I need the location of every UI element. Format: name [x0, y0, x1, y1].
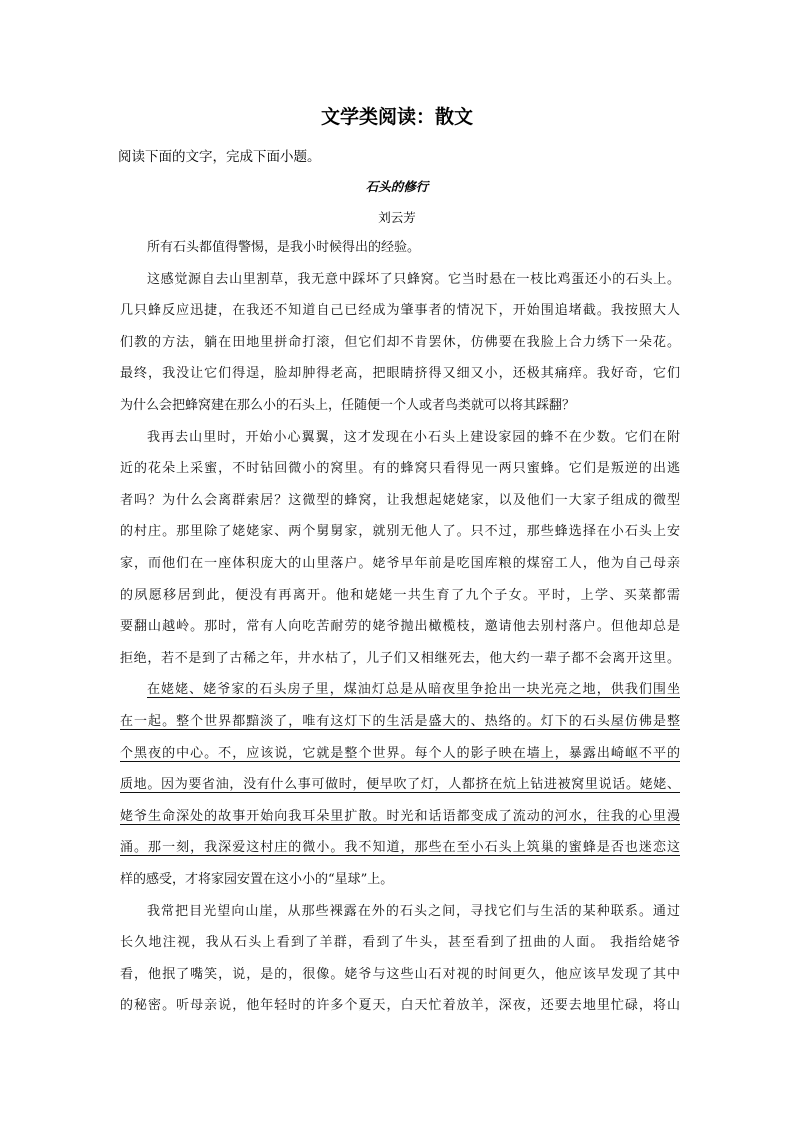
text-line [147, 428, 680, 448]
text-line [120, 838, 680, 858]
article-title: 石头的修行 [365, 179, 429, 194]
text-line [120, 333, 680, 353]
underlined-text: 在一起。整个世界都黯淡了，唯有这灯下的生活是盛大的、热络的。灯下的石头屋仿佛是整 [120, 714, 680, 729]
line-text: 为什么会把蜂窝建在那么小的石头上，任随便一个人或者鸟类就可以将其踩翻？ [120, 398, 576, 413]
underlined-text: 姥爷生命深处的故事开始向我耳朵里扩散。时光和话语都变成了流动的河水，往我的心里漫 [120, 808, 680, 824]
text-line [120, 364, 680, 384]
line-text: 要翻山越岭。那时，常有人向吃苦耐劳的姥爷抛出橄榄枝，邀请他去别村落户。但他却总是 [120, 619, 680, 635]
line-text: 的夙愿移居到此，便没有再离开。他和姥姥一共生育了九个子女。平时，上学、买菜都需 [120, 587, 680, 603]
underlined-text: 个黑夜的中心。不，应该说，它就是整个世界。每个人的影子映在墙上，暴露出崎岖不平的 [120, 745, 680, 761]
text-line [120, 712, 680, 732]
text-line [120, 617, 680, 637]
line-text: 拒绝，若不是到了古稀之年，井水枯了，儿子们又相继死去，他大约一辈子都不会离开这里。 [120, 650, 680, 666]
text-line [120, 459, 680, 479]
underlined-text: 在姥姥、姥爷家的石头房子里，煤油灯总是从暗夜里争抢出一块光亮之地，供我们围坐 [147, 682, 680, 698]
text-line [120, 996, 680, 1016]
line-text: 近的花朵上采蜜，不时钻回微小的窝里。有的蜂窝只看得见一两只蜜蜂。它们是叛逆的出逃 [120, 461, 680, 477]
text-line [147, 238, 680, 258]
text-line [147, 902, 680, 922]
text-line [147, 680, 680, 700]
text-line [120, 933, 680, 953]
text-line [120, 807, 680, 827]
underlined-text: 涌。那一刻，我深爱这村庄的微小。我不知道，那些在至小石头上筑巢的蜜蜂是否也迷恋这 [120, 840, 680, 856]
line-text: 样的感受，才将家园安置在这小小的“星球”上。 [120, 872, 394, 887]
line-text: 的村庄。那里除了姥姥家、两个舅舅家，就别无他人了。只不过，那些蜂选择在小石头上安 [120, 524, 680, 540]
text-line [120, 301, 680, 321]
line-text: 者吗？为什么会离群索居？这微型的蜂窝，让我想起姥姥家，以及他们一大家子组成的微型 [120, 492, 680, 508]
text-line [120, 965, 680, 985]
line-text: 长久地注视，我从石头上看到了羊群，看到了牛头，甚至看到了扭曲的人面。 我指给姥爷 [120, 935, 680, 951]
text-line [120, 491, 680, 511]
line-text: 的秘密。听母亲说，他年轻时的许多个夏天，白天忙着放羊，深夜，还要去地里忙碌，将山 [120, 998, 680, 1014]
line-text: 家，而他们在一座体积庞大的山里落户。姥爷早年前是吃国库粮的煤窑工人，他为自己母亲 [120, 556, 680, 571]
line-text: 我常把目光望向山崖，从那些裸露在外的石头之间，寻找它们与生活的某种联系。通过 [147, 903, 680, 919]
line-text: 这感觉源自去山里割草，我无意中踩坏了只蜂窝。它当时悬在一枝比鸡蛋还小的石头上。 [147, 271, 680, 287]
text-line [120, 775, 680, 795]
instruction-text: 阅读下面的文字，完成下面小题。 [118, 149, 321, 165]
underlined-text: 质地。因为要省油，没有什么事可做时，便早吹了灯，人都挤在炕上钻进被窝里说话。姥姥、 [120, 777, 680, 793]
line-text: 几只蜂反应迅捷，在我还不知道自己已经成为肇事者的情况下，开始围追堵截。我按照大人 [120, 303, 680, 319]
line-text: 所有石头都值得警惕，是我小时候得出的经验。 [147, 240, 421, 255]
line-text: 最终，我没让它们得逞，脸却肿得老高，把眼睛挤得又细又小，还极其痛痒。我好奇，它们 [120, 366, 680, 382]
text-line [120, 554, 680, 574]
text-line [120, 744, 680, 764]
article-author: 刘云芳 [378, 210, 416, 225]
text-line [120, 586, 680, 606]
text-line [120, 522, 680, 542]
text-line [120, 870, 680, 890]
text-line [147, 270, 680, 290]
line-text: 看，他抿了嘴笑，说，是的，很像。姥爷与这些山石对视的时间更久，他应该早发现了其中 [120, 966, 680, 982]
text-line [120, 396, 680, 416]
line-text: 我再去山里时，开始小心翼翼，这才发现在小石头上建设家园的蜂不在少数。它们在附 [147, 429, 680, 445]
page-title: 文学类阅读：散文 [320, 106, 473, 128]
text-line [120, 649, 680, 669]
line-text: 们教的方法，躺在田地里拼命打滚，但它们却不肯罢休，仿佛要在我脸上合力绣下一朵花。 [120, 334, 680, 350]
